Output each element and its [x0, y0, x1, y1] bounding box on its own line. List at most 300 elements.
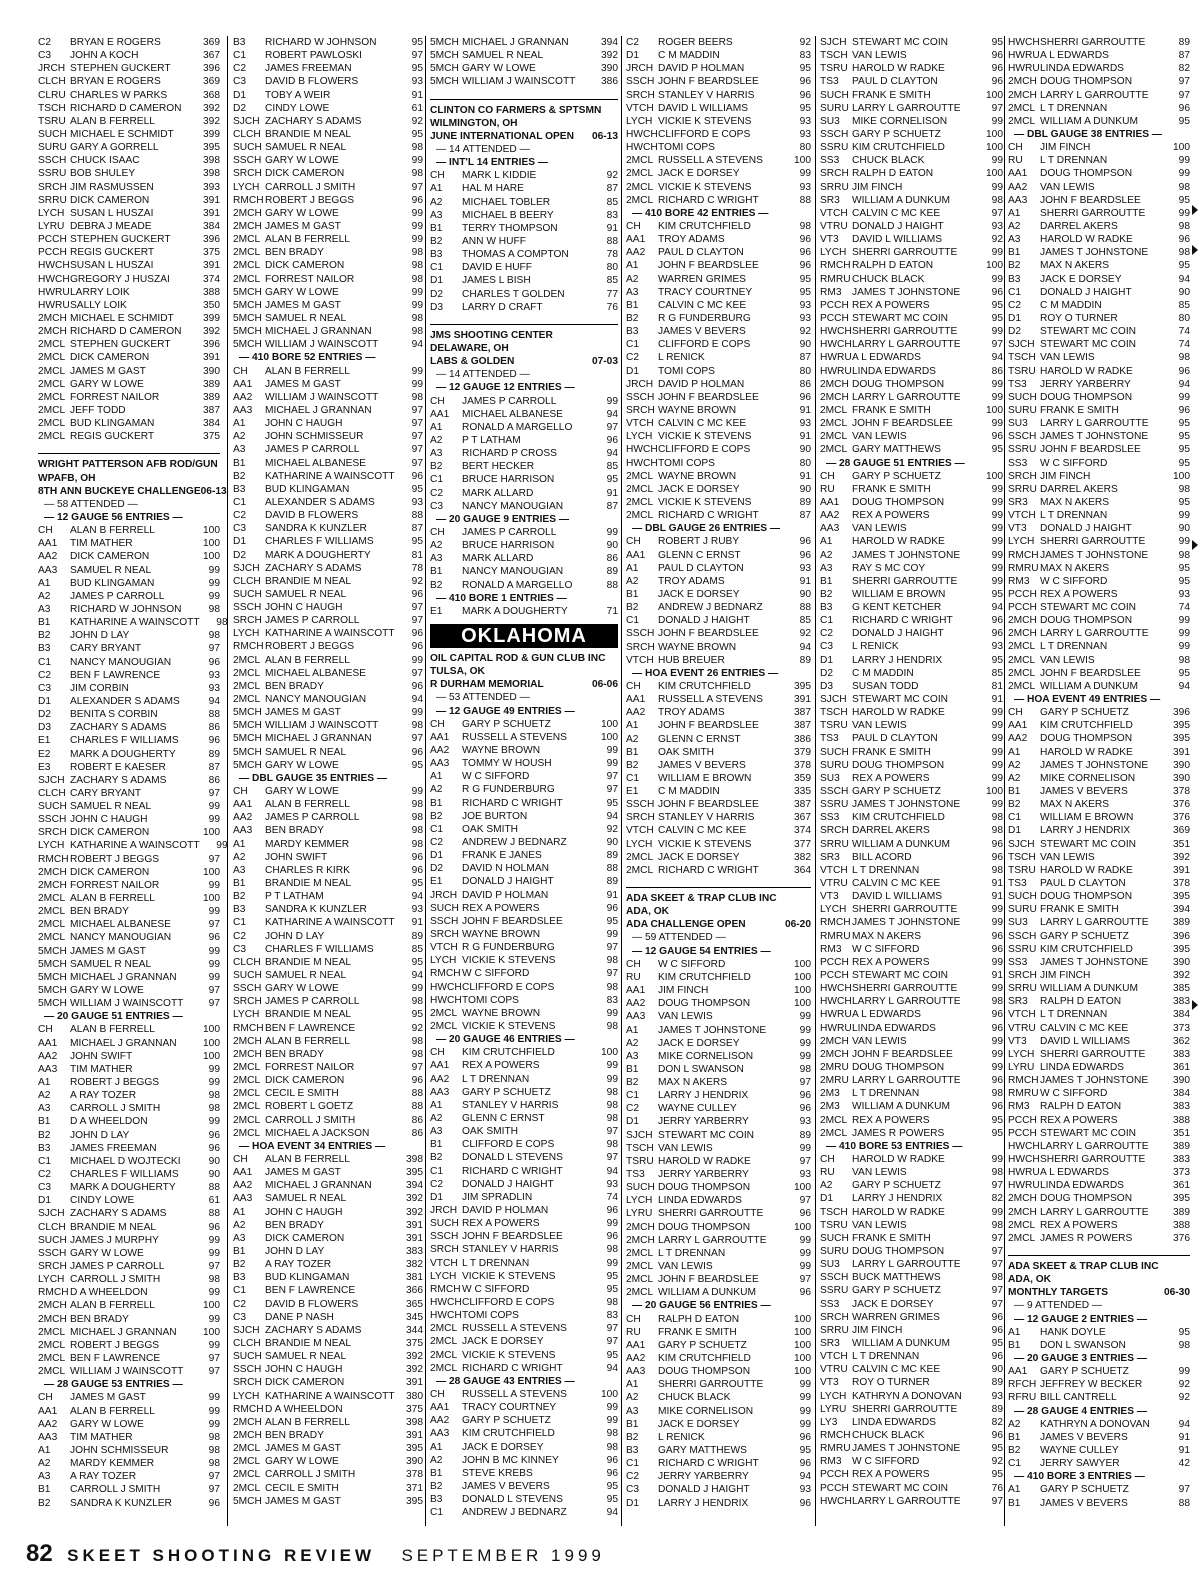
result-row	[1008, 772, 1190, 785]
result-row	[1008, 167, 1190, 180]
shooter-name: DICK CAMERON	[265, 1377, 345, 1389]
gauge-header: — 12 GAUGE 49 ENTRIES —	[436, 705, 575, 717]
score: 95	[1178, 260, 1190, 272]
score: 390	[203, 365, 220, 377]
score: 89	[799, 1129, 811, 1141]
shooter-name: RICHARD C WRIGHT	[658, 510, 759, 522]
score: 99	[991, 772, 1003, 784]
class-code: B1	[430, 1467, 443, 1479]
shooter-name: JAMES V BEVERS	[1040, 786, 1128, 798]
result-row	[820, 851, 1003, 864]
shooter-name: SAMUEL R NEAL	[265, 1193, 347, 1205]
class-code: C2	[38, 1169, 52, 1181]
result-row	[820, 1192, 1003, 1205]
class-code: AA1	[820, 496, 840, 508]
result-row	[430, 1204, 618, 1217]
shooter-name: PAUL D CLAYTON	[1040, 878, 1126, 890]
class-code: SUCH	[430, 1218, 459, 1230]
score: 97	[208, 643, 220, 655]
result-row	[430, 421, 618, 434]
shooter-name: JACK E DORSEY	[658, 1418, 740, 1430]
class-code: TSCH	[1008, 851, 1036, 863]
shooter-name: DOUG THOMPSON	[1040, 76, 1133, 88]
score: 99	[799, 168, 811, 180]
result-row	[38, 1194, 220, 1207]
shooter-name: BEN F LAWRENCE	[70, 669, 161, 681]
shooter-name: CHARLES W PARKS	[70, 89, 168, 101]
score: 88	[411, 1088, 423, 1100]
shooter-name: KIM CRUTCHFIELD	[852, 142, 945, 154]
shooter-name: ROBERT J BEGGS	[265, 194, 355, 206]
result-row	[38, 931, 220, 944]
shooter-name: SHERRI GARROUTTE	[852, 983, 958, 995]
score: 99	[411, 220, 423, 232]
score: 96	[411, 1075, 423, 1087]
class-code: 2MCL	[820, 1114, 848, 1126]
score: 99	[208, 1234, 220, 1246]
shooter-name: GARY W LOWE	[70, 985, 144, 997]
shooter-name: DANE P NASH	[265, 1311, 334, 1323]
class-code: SJCH	[820, 694, 847, 706]
shooter-name: A L EDWARDS	[1040, 50, 1109, 62]
result-row	[38, 524, 220, 537]
class-code: TSCH	[820, 707, 848, 719]
score: 335	[794, 786, 811, 798]
result-row	[233, 141, 423, 154]
result-row	[233, 522, 423, 535]
shooter-name: DAVID P HOLMAN	[462, 1205, 549, 1216]
result-row	[820, 562, 1003, 575]
score: 99	[991, 733, 1003, 745]
shooter-name: TRACY COURTNEY	[658, 286, 753, 298]
class-code: SUCH	[233, 142, 262, 154]
class-code: SRCH	[38, 827, 67, 839]
results-column	[1008, 36, 1190, 1526]
class-code: VTRU	[820, 220, 848, 232]
class-code: RMRU	[1008, 562, 1039, 574]
score: 92	[1178, 1392, 1190, 1404]
result-row	[626, 299, 811, 312]
shooter-name: ZACHARY S ADAMS	[70, 1208, 167, 1220]
score: 89	[991, 1403, 1003, 1415]
score: 383	[1173, 996, 1190, 1008]
class-code: SJCH	[38, 1208, 65, 1220]
class-code: SUCH	[38, 801, 67, 813]
result-row	[626, 220, 811, 233]
result-row	[1008, 1192, 1190, 1205]
result-row	[626, 1286, 811, 1299]
score: 392	[406, 1364, 423, 1376]
result-row	[38, 971, 220, 984]
score: 100	[794, 155, 811, 167]
class-code: AA3	[233, 1193, 253, 1205]
score: 82	[1178, 63, 1190, 75]
result-row	[430, 1165, 618, 1178]
shooter-name: ROBERT J BEGGS	[265, 641, 355, 653]
score: 99	[799, 1011, 811, 1023]
shooter-name: VAN LEWIS	[852, 1035, 907, 1047]
score: 88	[799, 194, 811, 206]
shooter-name: MICHAEL E SCHMIDT	[70, 128, 174, 140]
score: 98	[1178, 181, 1190, 193]
result-row	[430, 261, 618, 274]
class-code: 2MCH	[38, 312, 67, 324]
score: 392	[203, 102, 220, 114]
result-row	[38, 669, 220, 682]
result-row	[1008, 1140, 1190, 1153]
shooter-name: REX A POWERS	[462, 902, 540, 914]
result-row	[820, 535, 1003, 548]
result-row	[233, 903, 423, 916]
score: 369	[203, 37, 220, 48]
class-code: RU	[1008, 155, 1023, 167]
result-row	[233, 562, 423, 575]
shooter-name: DICK CAMERON	[265, 260, 345, 272]
class-code: B1	[430, 222, 443, 234]
result-row	[430, 447, 618, 460]
class-code: SR3	[820, 1337, 840, 1349]
event-header	[430, 678, 618, 691]
score: 91	[799, 575, 811, 587]
shooter-name: W C SIFFORD	[658, 958, 726, 970]
shooter-name: VAN LEWIS	[852, 523, 907, 535]
class-code: CLCH	[233, 1337, 261, 1349]
score: 82	[991, 1416, 1003, 1428]
class-code: LYCH	[626, 431, 653, 443]
shooter-name: SHERRI GARROUTTE	[852, 326, 958, 338]
score: 98	[991, 1272, 1003, 1284]
class-code: B1	[1008, 1497, 1021, 1509]
event-header	[430, 355, 618, 368]
shooter-name: GARY W LOWE	[265, 207, 339, 219]
score: 389	[1173, 1140, 1190, 1152]
result-row	[1008, 654, 1190, 667]
class-code: CH	[430, 718, 445, 730]
event-name: ADA CHALLENGE OPEN	[626, 919, 746, 931]
score: 98	[606, 1021, 618, 1033]
score: 386	[794, 733, 811, 745]
shooter-name: BRUCE HARRISON	[462, 474, 555, 486]
event-date: 06-30	[1163, 1287, 1190, 1299]
result-row	[626, 1365, 811, 1378]
class-code: 5MCH	[233, 746, 262, 758]
result-row	[1008, 1114, 1190, 1127]
shooter-name: DAVID L WILLIAMS	[852, 234, 943, 246]
result-row	[430, 1007, 618, 1020]
score: 92	[799, 326, 811, 338]
class-code: HWCH	[626, 444, 658, 456]
score: 99	[208, 1418, 220, 1430]
shooter-name: STEWART MC COIN	[852, 1482, 949, 1494]
class-code: B1	[820, 575, 833, 587]
score: 80	[799, 365, 811, 377]
class-code: A2	[1008, 759, 1021, 771]
shooter-name: STANLEY V HARRIS	[462, 1099, 559, 1111]
score: 95	[606, 915, 618, 927]
class-code: AA3	[430, 1428, 450, 1440]
score: 91	[799, 470, 811, 482]
score: 98	[991, 194, 1003, 206]
score: 81	[991, 680, 1003, 692]
shooter-name: SHERRI GARROUTTE	[1040, 37, 1146, 48]
shooter-name: L T DRENNAN	[1040, 1009, 1108, 1021]
shooter-name: GARY P SCHUETZ	[658, 1339, 747, 1351]
result-row	[38, 62, 220, 75]
result-row	[1008, 246, 1190, 259]
result-row	[430, 36, 618, 49]
class-code: HWRU	[38, 299, 70, 311]
gauge-header: — 28 GAUGE 53 ENTRIES —	[44, 1379, 183, 1391]
shooter-name: VICKIE K STEVENS	[658, 838, 752, 850]
result-row	[626, 719, 811, 732]
class-code: SURU	[820, 1245, 849, 1257]
result-row	[38, 905, 220, 918]
class-code: SSCH	[233, 602, 262, 614]
score: 98	[991, 996, 1003, 1008]
result-row	[233, 220, 423, 233]
score: 96	[411, 588, 423, 600]
score: 95	[991, 654, 1003, 666]
event-date: 07-03	[591, 356, 618, 368]
shooter-name: JIM RASMUSSEN	[70, 181, 154, 193]
result-row	[1008, 286, 1190, 299]
shooter-name: HANK DOYLE	[1040, 1326, 1106, 1338]
class-code: VTCH	[430, 1257, 458, 1269]
shooter-name: HAROLD W RADKE	[1040, 365, 1133, 377]
class-code: SSCH	[430, 915, 459, 927]
score: 93	[411, 904, 423, 916]
shooter-name: ALAN B FERRELL	[265, 1416, 350, 1428]
class-code: 2MCL	[233, 654, 261, 666]
gauge-header: — 410 BORE 1 ENTRIES —	[436, 592, 567, 604]
class-code: AA3	[38, 564, 58, 576]
class-code: 2MCL	[38, 932, 66, 944]
result-row	[38, 787, 220, 800]
class-code: B2	[1008, 799, 1021, 811]
result-row	[38, 1076, 220, 1089]
class-code: C1	[626, 1458, 640, 1470]
class-code: TSCH	[626, 1142, 654, 1154]
class-code: PCCH	[820, 312, 849, 324]
score: 98	[991, 1088, 1003, 1100]
score: 99	[606, 1402, 618, 1414]
shooter-name: JOHN F BEARDSLEE	[1040, 667, 1141, 679]
result-row	[430, 1414, 618, 1427]
result-row	[233, 943, 423, 956]
shooter-name: RICHARD C WRIGHT	[462, 1165, 563, 1177]
shooter-name: ALAN B FERRELL	[70, 893, 155, 905]
score: 93	[208, 682, 220, 694]
result-row	[233, 785, 423, 798]
shooter-name: CHUCK ISAAC	[70, 155, 140, 167]
score: 381	[406, 1272, 423, 1284]
shooter-name: ALAN B FERRELL	[70, 525, 155, 537]
class-code: B3	[233, 37, 246, 48]
result-row	[233, 1416, 423, 1429]
gauge-header: — 28 GAUGE 4 ENTRIES —	[1014, 1405, 1148, 1417]
shooter-name: ANN W HUFF	[462, 236, 526, 248]
score: 99	[411, 983, 423, 995]
shooter-name: MIKE CORNELISON	[852, 115, 948, 127]
class-code: B1	[626, 299, 639, 311]
class-code: 2MCL	[233, 273, 261, 285]
class-code: HWRU	[820, 1009, 852, 1021]
result-row	[430, 1112, 618, 1125]
score: 97	[1178, 1484, 1190, 1496]
shooter-name: DARREL AKERS	[852, 825, 930, 837]
class-code: SU3	[1008, 917, 1028, 929]
result-row	[626, 864, 811, 877]
shooter-name: JACK E DORSEY	[658, 588, 740, 600]
class-code: SSCH	[820, 1272, 849, 1284]
shooter-name: L RENICK	[658, 1431, 705, 1443]
class-code: RU	[820, 1167, 835, 1179]
result-row	[430, 1138, 618, 1151]
score: 93	[411, 76, 423, 88]
class-code: SJCH	[233, 562, 260, 574]
shooter-name: DONALD J HAIGHT	[658, 615, 750, 627]
result-row	[38, 774, 220, 787]
score: 99	[411, 786, 423, 798]
score: 100	[601, 718, 618, 730]
result-row	[820, 1468, 1003, 1481]
class-code: CH	[430, 527, 445, 539]
score: 392	[203, 115, 220, 127]
class-code: CH	[626, 220, 641, 232]
result-row	[626, 811, 811, 824]
shooter-name: JAMES M GAST	[70, 1392, 146, 1404]
class-code: PCCH	[38, 234, 67, 246]
class-code: VT3	[1008, 523, 1027, 535]
shooter-name: GARY W LOWE	[462, 63, 536, 75]
score: 99	[208, 1247, 220, 1259]
score: 100	[986, 786, 1003, 798]
shooter-name: STEPHEN GUCKERT	[70, 339, 171, 351]
shooter-name: SHERRI GARROUTTE	[1040, 207, 1146, 219]
shooter-name: DAVID P HOLMAN	[462, 889, 549, 901]
shooter-name: TOMI COPS	[462, 994, 519, 1006]
score: 90	[799, 339, 811, 351]
shooter-name: SAMUEL R NEAL	[462, 50, 544, 62]
gauge-header: — 410 BORE 3 ENTRIES —	[1014, 1471, 1145, 1483]
result-row	[1008, 443, 1190, 456]
shooter-name: CLIFFORD E COPS	[658, 128, 751, 140]
class-code: SSRU	[1008, 943, 1037, 955]
score: 99	[991, 378, 1003, 390]
score: 96	[991, 851, 1003, 863]
result-row	[233, 601, 423, 614]
result-row	[38, 89, 220, 102]
score: 86	[208, 774, 220, 786]
score: 376	[1173, 799, 1190, 811]
class-code: D2	[233, 102, 247, 114]
shooter-name: BERT HECKER	[462, 461, 535, 473]
shooter-name: DOUG THOMPSON	[1040, 1193, 1133, 1205]
shooter-name: TRACY COURTNEY	[462, 1402, 557, 1414]
score: 89	[411, 930, 423, 942]
class-code: CH	[430, 1388, 445, 1400]
class-code: 2MCL	[626, 1247, 654, 1259]
shooter-name: CALVIN C MC KEE	[1040, 1022, 1129, 1034]
score: 92	[991, 234, 1003, 246]
shooter-name: VICKIE K STEVENS	[462, 1021, 556, 1033]
shooter-name: C M MADDIN	[658, 50, 720, 62]
class-code: 2MCL	[233, 680, 261, 692]
class-code: C2	[430, 487, 444, 499]
score: 96	[1178, 404, 1190, 416]
class-code: RM3	[820, 943, 842, 955]
page-footer	[26, 1540, 605, 1570]
result-row	[1008, 273, 1190, 286]
result-row	[626, 958, 811, 971]
result-row	[626, 549, 811, 562]
club-name: JMS SHOOTING CENTER	[430, 324, 618, 342]
score: 95	[799, 1445, 811, 1457]
class-code: LYCH	[626, 1195, 653, 1207]
result-row	[430, 605, 618, 618]
class-code: C1	[626, 615, 640, 627]
shooter-name: D A WHEELDON	[265, 1403, 343, 1415]
score: 91	[991, 878, 1003, 890]
shooter-name: L T DRENNAN	[852, 864, 920, 876]
score: 99	[991, 904, 1003, 916]
score: 96	[606, 1205, 618, 1216]
score: 388	[1173, 1114, 1190, 1126]
score: 83	[606, 994, 618, 1006]
result-row	[820, 903, 1003, 916]
class-code: B2	[430, 461, 443, 473]
class-code: 2MCL	[233, 1088, 261, 1100]
score: 93	[799, 128, 811, 140]
score: 87	[411, 523, 423, 535]
shooter-name: LINDA EDWARDS	[1040, 63, 1124, 75]
score: 97	[991, 339, 1003, 351]
score: 96	[1178, 365, 1190, 377]
class-code: B2	[38, 1497, 51, 1509]
class-code: D2	[233, 549, 247, 561]
result-row	[626, 457, 811, 470]
score: 99	[606, 1073, 618, 1085]
shooter-name: L T DRENNAN	[462, 1257, 530, 1269]
result-row	[38, 721, 220, 734]
class-code: SURU	[38, 142, 67, 154]
score: 98	[606, 1296, 618, 1308]
result-row	[430, 770, 618, 783]
class-code: VT3	[820, 234, 839, 246]
shooter-name: DOUG THOMPSON	[852, 1245, 945, 1257]
shooter-name: LINDA EDWARDS	[1040, 1180, 1124, 1192]
score: 371	[406, 1482, 423, 1494]
score: 94	[606, 448, 618, 460]
result-row	[1008, 351, 1190, 364]
result-row	[430, 75, 618, 88]
result-row	[626, 1457, 811, 1470]
shooter-name: DONALD J HAIGHT	[1040, 523, 1132, 535]
result-row	[38, 1444, 220, 1457]
result-row	[1008, 549, 1190, 562]
score: 96	[991, 1101, 1003, 1113]
result-row	[38, 866, 220, 879]
shooter-name: A L EDWARDS	[852, 1009, 921, 1021]
result-row	[430, 1335, 618, 1348]
class-code: 2MCH	[820, 391, 849, 403]
shooter-name: ANDREW J BEDNARZ	[658, 602, 763, 614]
shooter-name: JOHN F BEARDSLEE	[658, 76, 759, 88]
score: 390	[1173, 956, 1190, 968]
score: 367	[794, 812, 811, 824]
result-row	[626, 1431, 811, 1444]
class-code: D2	[430, 863, 444, 875]
